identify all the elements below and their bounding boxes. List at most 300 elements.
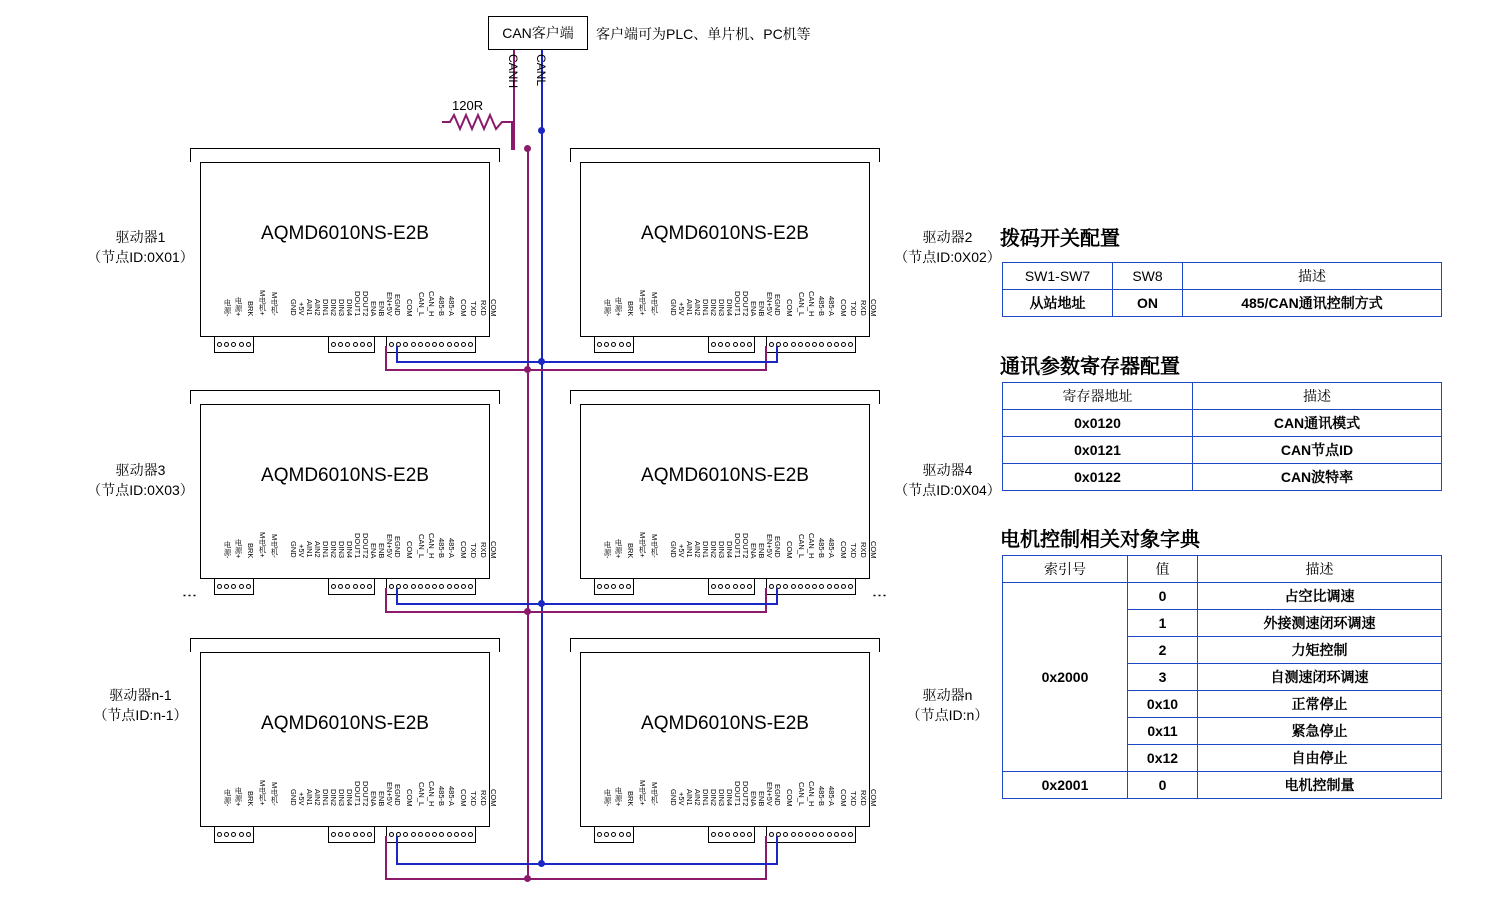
- pin-label: DIN1: [321, 298, 330, 316]
- branch-canh-m1-h: [385, 369, 529, 371]
- branch-canl-m5-h: [396, 863, 542, 865]
- pin-label: RXD: [479, 300, 488, 316]
- pin-label: M电机-: [650, 534, 659, 558]
- branch-canh-m5: [385, 836, 387, 880]
- module-title: AQMD6010NS-E2B: [641, 465, 809, 486]
- pin-label: DOUT2: [741, 290, 750, 316]
- pin-label: DIN3: [717, 540, 726, 558]
- pin-label: RXD: [859, 542, 868, 558]
- module-title: AQMD6010NS-E2B: [261, 713, 429, 734]
- pin-label: COM: [839, 788, 848, 806]
- pin-label: CAN_H: [427, 290, 436, 316]
- pin-label: DIN4: [725, 298, 734, 316]
- ellipsis-right: ⋮: [871, 588, 888, 605]
- branch-canh-m3: [385, 588, 387, 612]
- pin-label: COM: [405, 298, 414, 316]
- driver-module-1: [190, 148, 500, 348]
- table-cell: CAN波特率: [1193, 464, 1442, 491]
- branch-canl-m2-h: [541, 361, 778, 363]
- pin-label: M电机+: [258, 780, 267, 806]
- pin-label: TXD: [849, 791, 858, 806]
- pin-label: DIN2: [709, 788, 718, 806]
- comm-register-table: [1002, 382, 1442, 491]
- pin-label: TXD: [469, 301, 478, 316]
- pin-label: TXD: [469, 543, 478, 558]
- pin-label: DOUT1: [353, 532, 362, 558]
- pin-label: AIN2: [313, 299, 322, 316]
- pin-label: AIN2: [693, 299, 702, 316]
- pin-label: DIN2: [329, 788, 338, 806]
- pin-label: DIN4: [725, 540, 734, 558]
- pin-label: CAN_H: [427, 780, 436, 806]
- pin-label: ENB: [757, 542, 766, 558]
- comm-table-title: 通讯参数寄存器配置: [1000, 356, 1180, 378]
- pin-label: DIN1: [701, 540, 710, 558]
- pin-label: EGND: [393, 784, 402, 806]
- pin-label: AIN1: [305, 789, 314, 806]
- pin-label: COM: [869, 298, 878, 316]
- can-client-box: [488, 16, 588, 50]
- pin-label: ENA: [749, 790, 758, 806]
- pin-label: DIN2: [709, 298, 718, 316]
- branch-canl-m3: [396, 588, 398, 604]
- caption-line: 驱动器4: [922, 462, 973, 478]
- pin-label: M电机-: [270, 534, 279, 558]
- pin-label: DOUT1: [733, 290, 742, 316]
- pin-label: GND: [289, 789, 298, 806]
- pin-label: M电机+: [258, 532, 267, 558]
- pin-label: COM: [405, 540, 414, 558]
- table-cell: 0x0122: [1003, 464, 1193, 491]
- pin-label: 485-A: [447, 537, 456, 558]
- table-cell: 从站地址: [1003, 290, 1113, 317]
- power-connector: [214, 578, 254, 595]
- table-cell: 485/CAN通讯控制方式: [1183, 290, 1442, 317]
- table-header-cell: SW8: [1113, 263, 1183, 290]
- pin-label: GND: [289, 299, 298, 316]
- pin-label: DOUT1: [353, 290, 362, 316]
- io-connector-b: [386, 826, 476, 843]
- driver-module-3: [190, 390, 500, 590]
- pin-label: CAN_L: [797, 781, 806, 806]
- dip-switch-table: [1002, 262, 1442, 317]
- bus-junction-dot: [538, 127, 545, 134]
- table-row: [1003, 263, 1442, 290]
- branch-canh-m5-h: [385, 878, 529, 880]
- pin-label: BRK: [246, 300, 255, 316]
- pin-label: 485-B: [817, 785, 826, 806]
- module-pin-labels: [599, 748, 878, 806]
- pin-label: 电源+: [614, 538, 623, 558]
- pin-label: ENA: [749, 542, 758, 558]
- bus-junction-dot: [538, 860, 545, 867]
- pin-label: DOUT2: [361, 290, 370, 316]
- table-cell: 1: [1128, 610, 1198, 637]
- module-body: [580, 162, 878, 337]
- pin-label: EGND: [773, 536, 782, 558]
- table-header-cell: SW1-SW7: [1003, 263, 1113, 290]
- pin-label: 485-B: [817, 537, 826, 558]
- pin-label: +5V: [677, 302, 686, 316]
- pin-label: COM: [489, 540, 498, 558]
- module-pin-labels: [219, 258, 498, 316]
- pin-label: GND: [669, 541, 678, 558]
- io-connector-b: [386, 578, 476, 595]
- pin-label: M电机+: [638, 290, 647, 316]
- pin-label: AIN1: [685, 541, 694, 558]
- module-pin-labels: [599, 500, 878, 558]
- table-row: [1003, 464, 1442, 491]
- pin-label: EGND: [773, 784, 782, 806]
- pin-label: AIN2: [313, 789, 322, 806]
- pin-label: CAN_L: [797, 533, 806, 558]
- objdict-table-title: 电机控制相关对象字典: [1000, 529, 1200, 551]
- caption-driver-3: [78, 460, 203, 500]
- table-row: [1003, 583, 1442, 610]
- pin-label: DIN3: [717, 298, 726, 316]
- pin-label: RXD: [859, 300, 868, 316]
- table-cell: 紧急停止: [1198, 718, 1442, 745]
- pin-label: DOUT2: [741, 780, 750, 806]
- branch-canh-m1: [385, 346, 387, 370]
- pin-label: DIN1: [321, 788, 330, 806]
- io-connector-a: [328, 336, 375, 353]
- pin-label: M电机-: [650, 782, 659, 806]
- pin-label: 485-B: [817, 295, 826, 316]
- pin-label: DIN2: [329, 540, 338, 558]
- pin-label: EN+5V: [765, 782, 774, 806]
- caption-driver-n: [885, 685, 1010, 725]
- driver-module-4: [570, 390, 880, 590]
- pin-label: DIN3: [717, 788, 726, 806]
- pin-label: 485-A: [827, 785, 836, 806]
- pin-label: 电源-: [223, 298, 232, 316]
- table-cell: 自测速闭环调速: [1198, 664, 1442, 691]
- pin-label: BRK: [246, 542, 255, 558]
- caption-driver-2: [885, 227, 1010, 267]
- power-connector: [214, 336, 254, 353]
- pin-label: DIN1: [701, 788, 710, 806]
- table-row: [1003, 290, 1442, 317]
- pin-label: ENB: [377, 542, 386, 558]
- pin-label: M电机-: [650, 292, 659, 316]
- pin-label: 485-A: [827, 537, 836, 558]
- module-pin-labels: [599, 258, 878, 316]
- table-row: [1003, 556, 1442, 583]
- io-connector-b: [766, 578, 856, 595]
- module-top-bar: [190, 390, 500, 404]
- table-cell: 3: [1128, 664, 1198, 691]
- pin-label: EN+5V: [765, 292, 774, 316]
- pin-label: COM: [459, 540, 468, 558]
- table-header-cell: 寄存器地址: [1003, 383, 1193, 410]
- table-cell: 0x12: [1128, 745, 1198, 772]
- pin-label: AIN2: [693, 789, 702, 806]
- pin-label: EGND: [393, 536, 402, 558]
- power-connector: [214, 826, 254, 843]
- pin-label: BRK: [626, 542, 635, 558]
- branch-canh-m4: [765, 588, 767, 612]
- pin-label: ENA: [749, 300, 758, 316]
- module-top-bar: [570, 148, 880, 162]
- branch-canh-m6: [765, 836, 767, 880]
- module-title: AQMD6010NS-E2B: [261, 465, 429, 486]
- table-cell: 0x0121: [1003, 437, 1193, 464]
- io-connector-a: [708, 826, 755, 843]
- branch-canl-m6-h: [541, 863, 778, 865]
- ellipsis-left: ⋮: [181, 588, 198, 605]
- pin-label: CAN_L: [417, 781, 426, 806]
- bus-junction-dot: [524, 366, 531, 373]
- pin-label: CAN_H: [807, 532, 816, 558]
- pin-label: DIN1: [701, 298, 710, 316]
- pin-label: +5V: [297, 544, 306, 558]
- pin-label: DOUT2: [741, 532, 750, 558]
- io-connector-a: [328, 826, 375, 843]
- pin-label: 电源-: [603, 540, 612, 558]
- branch-canh-m2-h: [527, 369, 767, 371]
- module-body: [200, 652, 498, 827]
- pin-label: GND: [289, 541, 298, 558]
- pin-label: CAN_L: [417, 291, 426, 316]
- pin-label: GND: [669, 789, 678, 806]
- pin-label: COM: [489, 298, 498, 316]
- pin-label: 电源+: [614, 786, 623, 806]
- branch-canl-m1: [396, 346, 398, 362]
- pin-label: 485-B: [437, 785, 446, 806]
- pin-label: DIN4: [345, 540, 354, 558]
- io-connector-a: [708, 578, 755, 595]
- pin-label: BRK: [246, 790, 255, 806]
- pin-label: DOUT1: [733, 780, 742, 806]
- pin-label: COM: [869, 788, 878, 806]
- module-body: [580, 404, 878, 579]
- io-connector-a: [708, 336, 755, 353]
- table-row: [1003, 410, 1442, 437]
- pin-label: +5V: [297, 302, 306, 316]
- pin-label: DIN4: [345, 788, 354, 806]
- module-top-bar: [190, 638, 500, 652]
- canh-label: CANH: [506, 54, 520, 89]
- table-row: [1003, 772, 1442, 799]
- table-header-cell: 描述: [1193, 383, 1442, 410]
- table-cell: 0x10: [1128, 691, 1198, 718]
- pin-label: RXD: [859, 790, 868, 806]
- pin-label: ENB: [377, 790, 386, 806]
- table-cell: CAN节点ID: [1193, 437, 1442, 464]
- pin-label: EGND: [393, 294, 402, 316]
- caption-driver-1: [78, 227, 203, 267]
- table-cell: 2: [1128, 637, 1198, 664]
- driver-module-5: [190, 638, 500, 838]
- caption-line: （节点ID:0X01）: [87, 249, 194, 265]
- pin-label: DIN3: [337, 540, 346, 558]
- can-client-note: 客户端可为PLC、单片机、PC机等: [596, 26, 811, 42]
- pin-label: 电源+: [234, 538, 243, 558]
- branch-canh-m6-h: [527, 878, 767, 880]
- io-connector-b: [766, 336, 856, 353]
- io-connector-a: [328, 578, 375, 595]
- caption-line: 驱动器3: [115, 462, 166, 478]
- pin-label: M电机-: [270, 292, 279, 316]
- module-title: AQMD6010NS-E2B: [641, 223, 809, 244]
- pin-label: DIN4: [345, 298, 354, 316]
- pin-label: COM: [405, 788, 414, 806]
- table-cell-index-group: 0x2000: [1003, 583, 1128, 772]
- canl-label: CANL: [534, 54, 548, 87]
- pin-label: M电机+: [258, 290, 267, 316]
- module-title: AQMD6010NS-E2B: [261, 223, 429, 244]
- pin-label: 电源-: [223, 540, 232, 558]
- power-connector: [594, 336, 634, 353]
- io-connector-b: [386, 336, 476, 353]
- pin-label: EN+5V: [385, 782, 394, 806]
- pin-label: M电机+: [638, 532, 647, 558]
- caption-line: （节点ID:0X02）: [894, 249, 1001, 265]
- table-cell: 正常停止: [1198, 691, 1442, 718]
- pin-label: 电源-: [603, 298, 612, 316]
- pin-label: COM: [839, 298, 848, 316]
- table-header-cell: 值: [1128, 556, 1198, 583]
- pin-label: DIN3: [337, 788, 346, 806]
- pin-label: ENA: [369, 790, 378, 806]
- pin-label: DIN4: [725, 788, 734, 806]
- pin-label: 电源+: [614, 296, 623, 316]
- can-client-label: CAN客户端: [502, 25, 574, 41]
- pin-label: GND: [669, 299, 678, 316]
- table-header-cell: 描述: [1183, 263, 1442, 290]
- pin-label: AIN1: [305, 299, 314, 316]
- pin-label: TXD: [469, 791, 478, 806]
- branch-canl-m2: [776, 346, 778, 362]
- pin-label: ENB: [757, 790, 766, 806]
- pin-label: 485-B: [437, 537, 446, 558]
- pin-label: AIN1: [685, 789, 694, 806]
- canl-bus-vertical: [541, 130, 543, 865]
- caption-driver-4: [885, 460, 1010, 500]
- pin-label: EN+5V: [385, 292, 394, 316]
- caption-line: （节点ID:0X03）: [87, 482, 194, 498]
- pin-label: DOUT1: [733, 532, 742, 558]
- bus-junction-dot: [524, 875, 531, 882]
- pin-label: ENB: [377, 300, 386, 316]
- table-cell: 外接测速闭环调速: [1198, 610, 1442, 637]
- pin-label: COM: [489, 788, 498, 806]
- caption-line: 驱动器n-1: [109, 687, 172, 703]
- branch-canl-m6: [776, 836, 778, 865]
- table-cell: 0x11: [1128, 718, 1198, 745]
- pin-label: AIN1: [685, 299, 694, 316]
- driver-module-2: [570, 148, 880, 348]
- pin-label: DOUT1: [353, 780, 362, 806]
- pin-label: EGND: [773, 294, 782, 316]
- branch-canl-m1-h: [396, 361, 542, 363]
- branch-canl-m4: [776, 588, 778, 604]
- table-cell: 占空比调速: [1198, 583, 1442, 610]
- pin-label: 电源-: [603, 788, 612, 806]
- caption-driver-n-1: [78, 685, 203, 725]
- pin-label: 电源+: [234, 786, 243, 806]
- pin-label: AIN2: [693, 541, 702, 558]
- table-cell: 力矩控制: [1198, 637, 1442, 664]
- pin-label: DIN1: [321, 540, 330, 558]
- pin-label: 485-A: [447, 295, 456, 316]
- module-title: AQMD6010NS-E2B: [641, 713, 809, 734]
- pin-label: DOUT2: [361, 532, 370, 558]
- io-connector-b: [766, 826, 856, 843]
- pin-label: CAN_H: [427, 532, 436, 558]
- dip-table-title: 拨码开关配置: [1000, 228, 1120, 250]
- table-cell: 电机控制量: [1198, 772, 1442, 799]
- module-body: [200, 162, 498, 337]
- pin-label: +5V: [297, 792, 306, 806]
- resistor-label: 120R: [452, 98, 484, 113]
- canh-bus-vertical: [527, 148, 529, 880]
- branch-canh-m4-h: [527, 611, 767, 613]
- pin-label: ENA: [369, 300, 378, 316]
- branch-canl-m4-h: [541, 603, 778, 605]
- pin-label: COM: [459, 298, 468, 316]
- branch-canl-m5: [396, 836, 398, 865]
- pin-label: CAN_H: [807, 290, 816, 316]
- pin-label: +5V: [677, 544, 686, 558]
- pin-label: RXD: [479, 542, 488, 558]
- pin-label: BRK: [626, 300, 635, 316]
- pin-label: 电源+: [234, 296, 243, 316]
- caption-line: （节点ID:n-1）: [93, 707, 188, 723]
- module-body: [200, 404, 498, 579]
- pin-label: 485-B: [437, 295, 446, 316]
- module-body: [580, 652, 878, 827]
- pin-label: BRK: [626, 790, 635, 806]
- pin-label: COM: [839, 540, 848, 558]
- branch-canl-m3-h: [396, 603, 542, 605]
- pin-label: TXD: [849, 301, 858, 316]
- pin-label: M电机-: [270, 782, 279, 806]
- pin-label: COM: [785, 788, 794, 806]
- module-pin-labels: [219, 500, 498, 558]
- pin-label: 电源-: [223, 788, 232, 806]
- module-pin-labels: [219, 748, 498, 806]
- pin-label: M电机+: [638, 780, 647, 806]
- table-cell: CAN通讯模式: [1193, 410, 1442, 437]
- pin-label: DOUT2: [361, 780, 370, 806]
- module-top-bar: [190, 148, 500, 162]
- module-top-bar: [570, 638, 880, 652]
- bus-junction-dot: [524, 608, 531, 615]
- pin-label: COM: [869, 540, 878, 558]
- pin-label: CAN_L: [797, 291, 806, 316]
- pin-label: DIN3: [337, 298, 346, 316]
- table-cell: 0x2001: [1003, 772, 1128, 799]
- pin-label: EN+5V: [385, 534, 394, 558]
- pin-label: TXD: [849, 543, 858, 558]
- power-connector: [594, 826, 634, 843]
- pin-label: 485-A: [447, 785, 456, 806]
- table-row: [1003, 437, 1442, 464]
- pin-label: AIN2: [313, 541, 322, 558]
- table-cell: 0: [1128, 583, 1198, 610]
- driver-module-6: [570, 638, 880, 838]
- bus-junction-dot: [538, 358, 545, 365]
- pin-label: COM: [785, 298, 794, 316]
- table-header-cell: 描述: [1198, 556, 1442, 583]
- pin-label: DIN2: [709, 540, 718, 558]
- pin-label: CAN_H: [807, 780, 816, 806]
- module-top-bar: [570, 390, 880, 404]
- pin-label: EN+5V: [765, 534, 774, 558]
- pin-label: DIN2: [329, 298, 338, 316]
